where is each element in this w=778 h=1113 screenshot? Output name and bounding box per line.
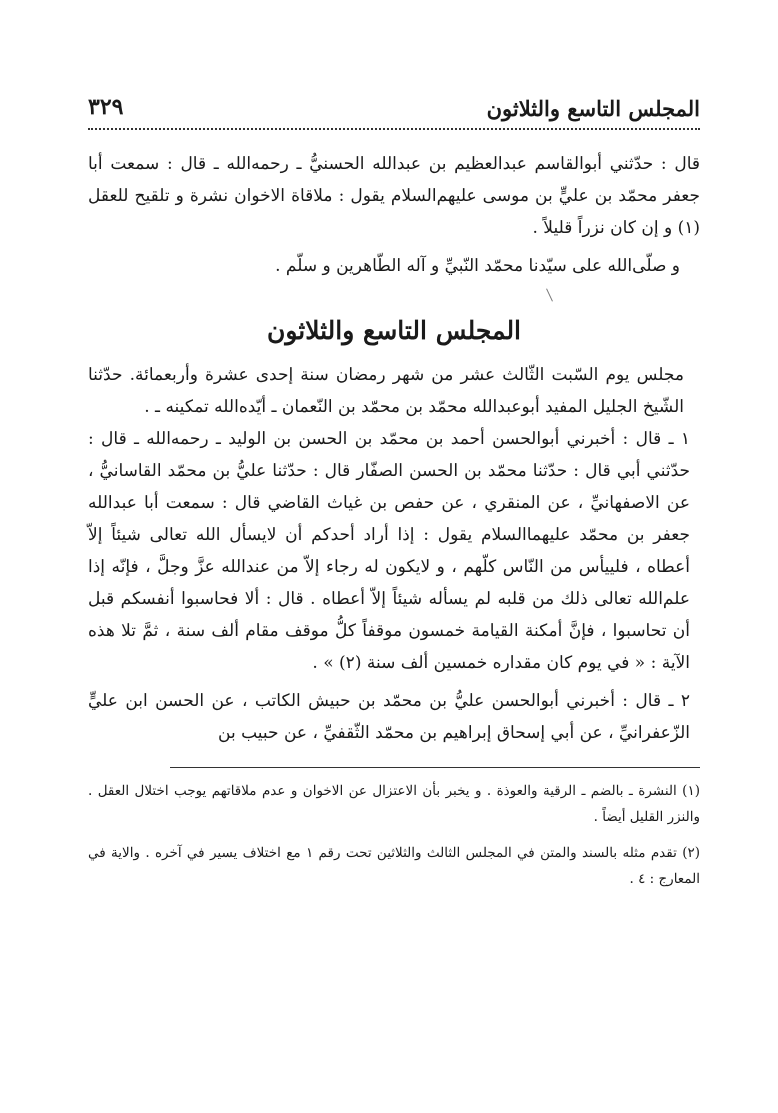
page-number: ٣٢٩ — [88, 94, 124, 120]
closing-salutation: و صلّى‌الله على سيّدنا محمّد النّبيِّ و آله الطّاهرين و سلّم . — [275, 256, 680, 276]
hadith-paragraph: قال : حدّثني أبوالقاسم عبدالعظيم بن عبدالله الحسنيُّ ـ رحمه‌الله ـ قال : سمعت أبا جعفر محمّد بن عليٍّ بن موسى عليهم‌السلام يقول : ملاقاة الاخوان نشرة و تلقيح للعقل (١) و إن كان نزراً قليلاً . — [88, 154, 700, 238]
session-intro-paragraph: مجلس يوم السّبت الثّالث عشر من شهر رمضان سنة إحدى عشرة وأربعمائة. حدّثنا الشّيخ الجليل المفيد أبوعبدالله محمّد بن محمّد بن النّعمان ـ أيّده‌الله تمكينه ـ . — [88, 365, 684, 417]
footnote-1: (١) النشرة ـ بالضم ـ الرقية والعوذة . و يخبر بأن الاعتزال عن الاخوان و عدم ملاقاتهم يوجب اختلال العقل . والنزر القليل أيضاً . — [88, 783, 700, 825]
previous-session-ending — [88, 148, 700, 282]
hadith-2-paragraph: ٢ ـ قال : أخبرني أبوالحسن عليُّ بن محمّد بن حبيش الكاتب ، عن الحسن ابن عليٍّ الزّعفرانيِّ ، عن أبي إسحاق إبراهيم بن محمّد الثّقفيِّ ، عن حبيب بن — [88, 691, 690, 743]
footnotes — [88, 767, 701, 892]
hadith-1-paragraph: ١ ـ قال : أخبرني أبوالحسن أحمد بن محمّد بن الحسن بن الوليد ـ رحمه‌الله ـ قال : حدّثني أبي قال : حدّثنا محمّد بن الحسن الصفّار قال : حدّثنا عليُّ بن محمّد القاسانيُّ ، عن الاصفهانيِّ ، عن المنقري ، عن حفص بن غياث القاضي قال : سمعت أبا عبدالله جعفر بن محمّد عليهما‌السلام يقول : إذا أراد أحدكم أن لايسأل الله تعالى شيئاً إلاّ أعطاه ، فلييأس من النّاس كلّهم ، و لايكون له رجاء إلاّ من عندالله عزَّ وجلَّ ، فإنّه إذا علم‌الله تعالى ذلك من قلبه لم يسأله شيئاً إلاّ أعطاه . قال : ألا فحاسبوا أنفسكم قبل أن تحاسبوا ، فإنَّ أمكنة القيامة خمسون موقفاً كلُّ موقف مقام ألف سنة ، ثمَّ تلا هذه الآية : « في يوم كان مقداره خمسين ألف سنة (٢) » . — [88, 429, 690, 673]
page-header — [88, 88, 700, 130]
footnote-2: (٢) تقدم مثله بالسند والمتن في المجلس الثالث والثلاثين تحت رقم ١ مع اختلاف يسير في آخره . والاية في المعارج : ٤ . — [88, 845, 701, 887]
book-page — [88, 88, 700, 1088]
section-title: المجلس التاسع والثلاثون — [266, 316, 522, 345]
running-title: المجلس التاسع والثلاثون — [486, 96, 700, 121]
session-text — [88, 359, 700, 749]
stray-mark — [88, 282, 700, 310]
